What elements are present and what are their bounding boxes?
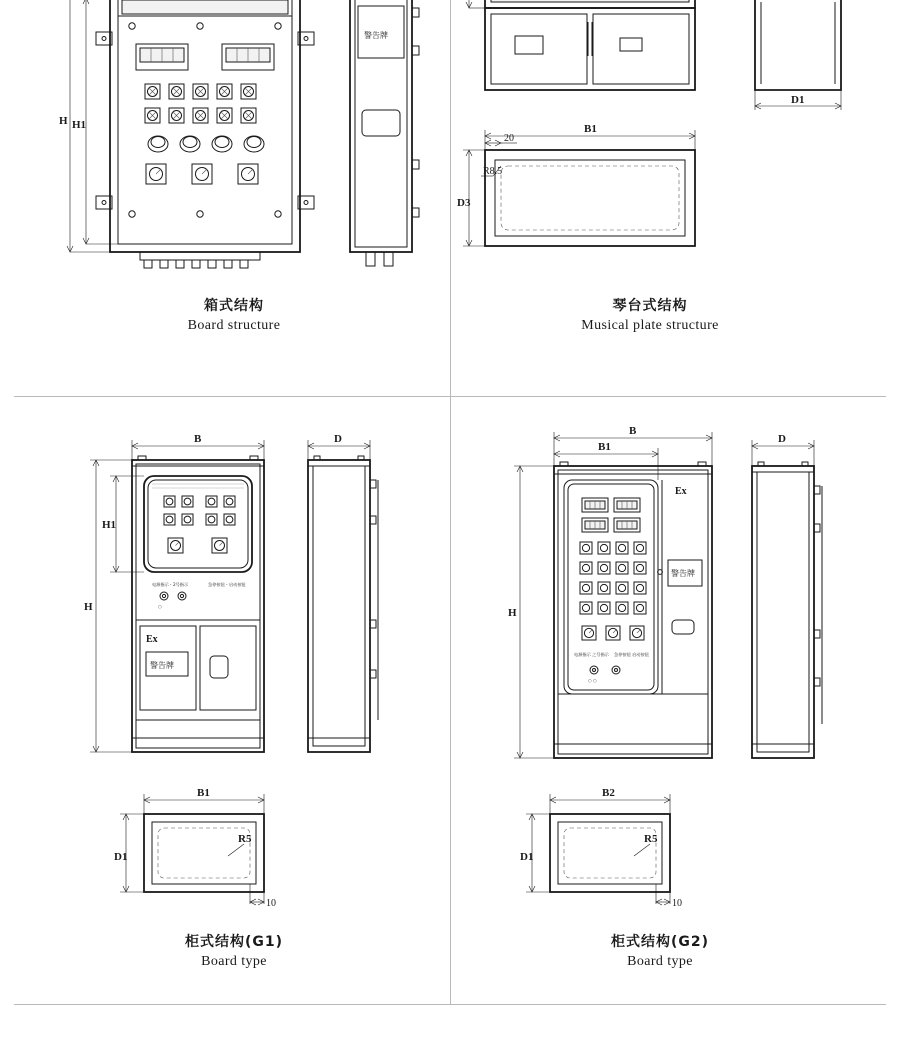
svg-text:D: D (334, 433, 342, 445)
svg-text:D1: D1 (114, 851, 128, 863)
svg-text:急停按钮・启动按钮: 急停按钮・启动按钮 (208, 582, 246, 587)
svg-text:H1: H1 (72, 119, 87, 131)
svg-text:Ex: Ex (146, 634, 158, 645)
divider-horizontal-bottom (14, 1004, 886, 1005)
svg-text:10: 10 (672, 898, 682, 909)
svg-text:急停按钮 启动按钮: 急停按钮 启动按钮 (614, 652, 649, 657)
svg-text:B1: B1 (584, 123, 597, 135)
caption-cn: 柜式结构(G2) (610, 934, 710, 950)
caption-en: Board type (627, 954, 693, 969)
svg-text:D3: D3 (457, 197, 471, 209)
svg-text:○: ○ (158, 604, 162, 609)
svg-text:B: B (194, 433, 202, 445)
svg-text:H (458, 0, 467, 1)
svg-text:○ ○: ○ ○ (588, 678, 597, 683)
svg-text:R8.5: R8.5 (483, 166, 503, 177)
caption-en: Musical plate structure (581, 318, 719, 333)
cabinet-g2-drawing (490, 420, 890, 920)
caption-cabinet-g1 (84, 932, 384, 972)
caption-musical-plate (500, 296, 800, 336)
svg-text:H: H (59, 115, 68, 127)
cabinet-g1-drawing (60, 420, 460, 920)
svg-text:Ex: Ex (675, 486, 687, 497)
svg-text:B1: B1 (598, 441, 611, 453)
svg-text:警告牌: 警告牌 (150, 661, 174, 670)
svg-text:H1: H1 (102, 519, 117, 531)
caption-cn: 琴台式结构 (612, 298, 688, 314)
svg-text:R5: R5 (238, 833, 252, 845)
caption-en: Board structure (187, 318, 281, 333)
svg-text:20: 20 (504, 133, 514, 144)
svg-text:D1: D1 (791, 94, 805, 106)
svg-text:R5: R5 (644, 833, 658, 845)
svg-text:D: D (778, 433, 786, 445)
svg-text:D1: D1 (520, 851, 534, 863)
svg-text:B: B (629, 425, 637, 437)
svg-text:B1: B1 (197, 787, 210, 799)
svg-text:警告牌: 警告牌 (364, 31, 388, 40)
svg-text:H: H (508, 607, 517, 619)
svg-text:电源指示 之号指示: 电源指示 之号指示 (574, 652, 609, 657)
caption-board-structure (84, 296, 384, 336)
caption-cn: 柜式结构(G1) (184, 934, 284, 950)
svg-text:电源指示・2号指示: 电源指示・2号指示 (152, 582, 189, 587)
svg-text:10: 10 (266, 898, 276, 909)
svg-text:警告牌: 警告牌 (671, 569, 695, 578)
caption-cabinet-g2 (510, 932, 810, 972)
svg-text:B2: B2 (602, 787, 615, 799)
musical-plate-drawing (455, 0, 895, 280)
caption-cn: 箱式结构 (204, 298, 264, 314)
board-structure-drawing (40, 0, 460, 280)
caption-en: Board type (201, 954, 267, 969)
svg-text:H: H (84, 601, 93, 613)
